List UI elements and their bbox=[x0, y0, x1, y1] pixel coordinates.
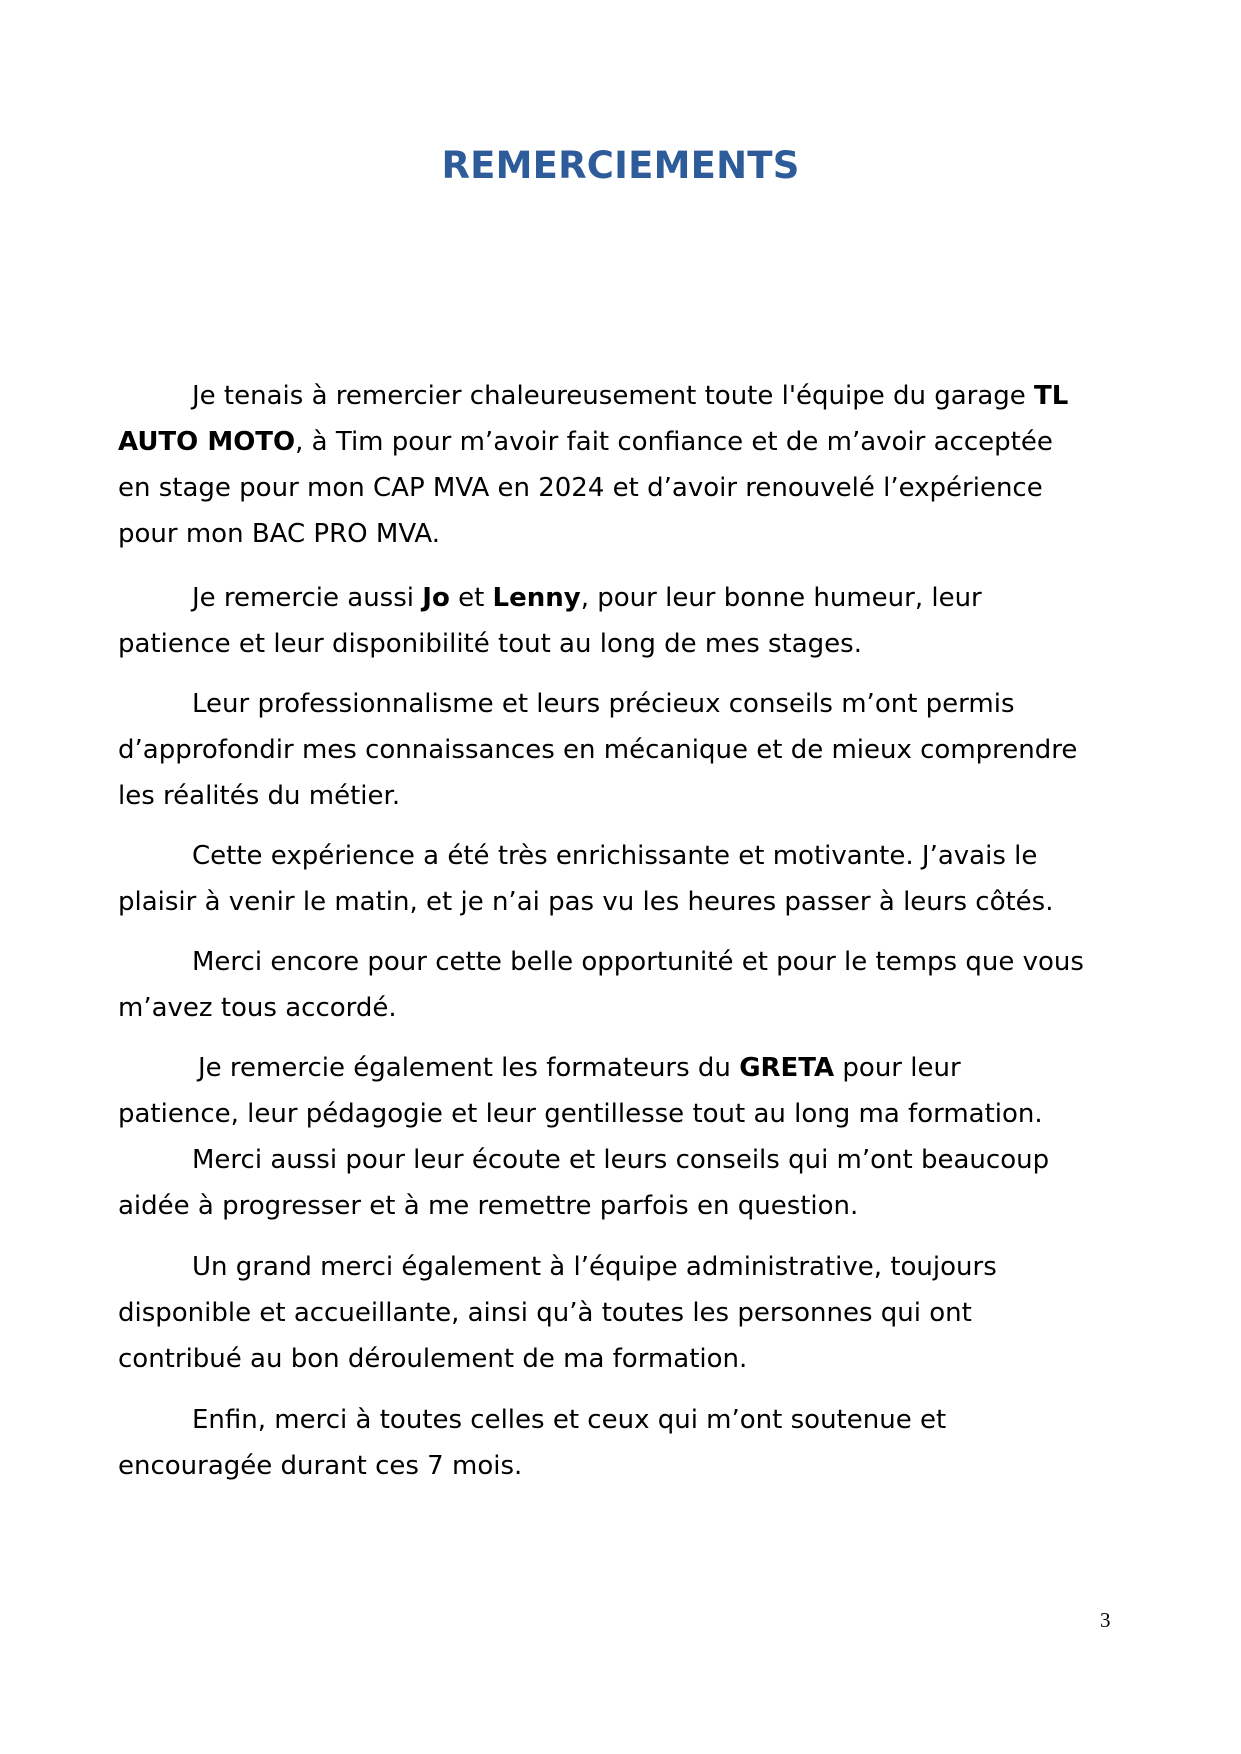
paragraph-professionalism bbox=[118, 681, 1138, 819]
text-line: Merci aussi pour leur écoute et leurs conseils qui m’ont beaucoup bbox=[192, 1145, 1050, 1175]
text-line: aidée à progresser et à me remettre parfois en question. bbox=[118, 1191, 859, 1221]
text-line: patience et leur disponibilité tout au long de mes stages. bbox=[118, 629, 862, 659]
paragraph-thanks-garage bbox=[118, 373, 1138, 557]
text-line: Enfin, merci à toutes celles et ceux qui m’ont soutenue et bbox=[192, 1405, 947, 1435]
text-line: Je remercie aussi Jo et Lenny, pour leur bonne humeur, leur bbox=[192, 583, 982, 613]
text-line: Leur professionnalisme et leurs précieux conseils m’ont permis bbox=[192, 689, 1015, 719]
colleague-name-jo: Jo bbox=[422, 583, 450, 613]
paragraph-closing bbox=[118, 1397, 1138, 1489]
page-title: REMERCIEMENTS bbox=[441, 144, 800, 187]
text-line: pour mon BAC PRO MVA. bbox=[118, 519, 441, 549]
text-line: encouragée durant ces 7 mois. bbox=[118, 1451, 523, 1481]
paragraph-experience bbox=[118, 833, 1138, 925]
garage-name-part1: TL bbox=[1034, 381, 1069, 411]
paragraph-thanks-admin bbox=[118, 1244, 1138, 1382]
organization-name: GRETA bbox=[739, 1053, 835, 1083]
text-line: plaisir à venir le matin, et je n’ai pas vu les heures passer à leurs côtés. bbox=[118, 887, 1054, 917]
paragraph-thanks-colleagues bbox=[118, 575, 1138, 667]
text-line: Je remercie également les formateurs du GRETA pour leur bbox=[198, 1053, 961, 1083]
text-line: d’approfondir mes connaissances en mécanique et de mieux comprendre bbox=[118, 735, 1078, 765]
paragraph-opportunity bbox=[118, 939, 1138, 1031]
text-line: en stage pour mon CAP MVA en 2024 et d’avoir renouvelé l’expérience bbox=[118, 473, 1043, 503]
text-line: Merci encore pour cette belle opportunité et pour le temps que vous bbox=[192, 947, 1084, 977]
text-line: disponible et accueillante, ainsi qu’à toutes les personnes qui ont bbox=[118, 1298, 972, 1328]
text-line: Cette expérience a été très enrichissante et motivante. J’avais le bbox=[192, 841, 1038, 871]
page-number: 3 bbox=[1100, 1608, 1111, 1632]
text-line: patience, leur pédagogie et leur gentillesse tout au long ma formation. bbox=[118, 1099, 1043, 1129]
paragraph-thanks-trainers bbox=[118, 1045, 1138, 1229]
colleague-name-lenny: Lenny bbox=[492, 583, 581, 613]
garage-name-part2: AUTO MOTO bbox=[118, 427, 296, 457]
text-line: contribué au bon déroulement de ma formation. bbox=[118, 1344, 748, 1374]
text-line: les réalités du métier. bbox=[118, 781, 401, 811]
text-line: Un grand merci également à l’équipe administrative, toujours bbox=[192, 1252, 997, 1282]
text-line: Je tenais à remercier chaleureusement toute l'équipe du garage TL bbox=[192, 381, 1069, 411]
text-line: AUTO MOTO, à Tim pour m’avoir fait confiance et de m’avoir acceptée bbox=[118, 427, 1053, 457]
text-line: m’avez tous accordé. bbox=[118, 993, 397, 1023]
